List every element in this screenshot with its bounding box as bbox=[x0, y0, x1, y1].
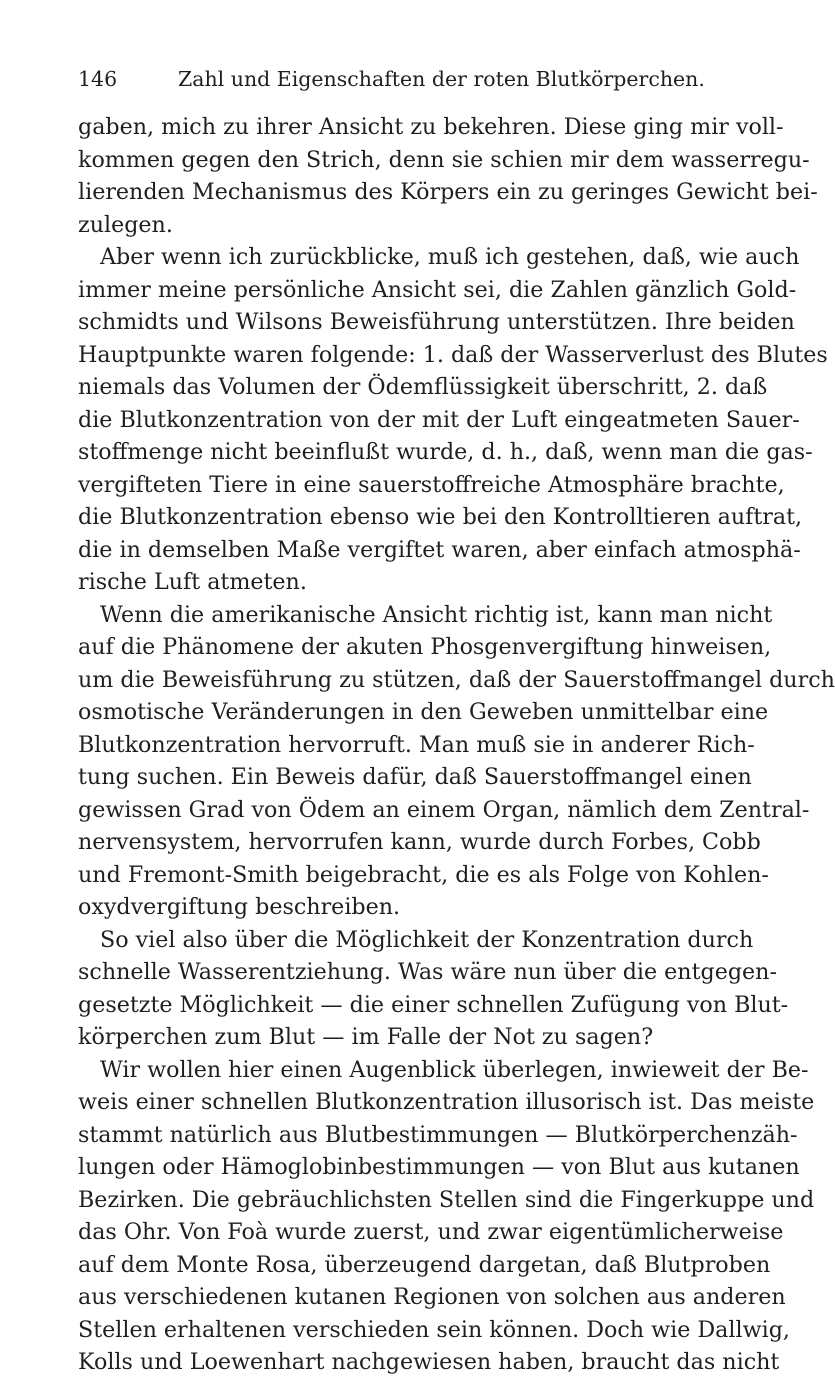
text-line: So viel also über die Möglichkeit der Konzentration durch bbox=[100, 926, 754, 953]
text-line: osmotische Veränderungen in den Geweben unmittelbar eine bbox=[78, 699, 769, 725]
text-line: nervensystem, hervorrufen kann, wurde durch Forbes, Cobb bbox=[78, 829, 761, 855]
text-line: Bezirken. Die gebräuchlichsten Stellen sind die Fingerkuppe und bbox=[78, 1186, 815, 1213]
text-line: stoffmenge nicht beeinflußt wurde, d. h., daß, wenn man die gas- bbox=[78, 439, 813, 465]
text-line: körperchen zum Blut — im Falle der Not zu sagen? bbox=[78, 1024, 654, 1050]
text-line: und Fremont-Smith beigebracht, die es als Folge von Kohlen- bbox=[78, 861, 769, 888]
text-line: die in demselben Maße vergiftet waren, aber einfach atmosphä- bbox=[78, 536, 801, 563]
text-line: stammt natürlich aus Blutbestimmungen — Blutkörperchenzäh- bbox=[78, 1121, 798, 1148]
text-line: Wenn die amerikanische Ansicht richtig ist, kann man nicht bbox=[100, 601, 773, 628]
text-line: lierenden Mechanismus des Körpers ein zu geringes Gewicht bei- bbox=[78, 179, 818, 205]
text-line: auf dem Monte Rosa, überzeugend dargetan, daß Blutproben bbox=[78, 1251, 771, 1278]
text-line: das Ohr. Von Foà wurde zuerst, und zwar eigentümlicherweise bbox=[78, 1219, 784, 1245]
text-line: Aber wenn ich zurückblicke, muß ich gestehen, daß, wie auch bbox=[100, 244, 800, 270]
text-line: Blutkonzentration hervorruft. Man muß sie in anderer Rich- bbox=[78, 731, 755, 758]
text-line: tung suchen. Ein Beweis dafür, daß Sauerstoffmangel einen bbox=[78, 764, 752, 790]
text-line: rische Luft atmeten. bbox=[78, 569, 307, 595]
text-line: Wir wollen hier einen Augenblick überlegen, inwieweit der Be- bbox=[100, 1056, 809, 1083]
text-line: schnelle Wasserentziehung. Was wäre nun über die entgegen- bbox=[78, 959, 777, 985]
text-line: aus verschiedenen kutanen Regionen von solchen aus anderen bbox=[78, 1284, 786, 1310]
page-number: 146 bbox=[78, 67, 118, 91]
text-line: gesetzte Möglichkeit — die einer schnellen Zufügung von Blut- bbox=[78, 991, 789, 1018]
text-line: kommen gegen den Strich, denn sie schien mir dem wasserregu- bbox=[78, 146, 810, 173]
text-line: weis einer schnellen Blutkonzentration illusorisch ist. Das meiste bbox=[78, 1089, 815, 1115]
text-line: gaben, mich zu ihrer Ansicht zu bekehren. Diese ging mir voll- bbox=[78, 114, 784, 140]
text-line: schmidts und Wilsons Beweisführung unterstützen. Ihre beiden bbox=[78, 309, 795, 335]
text-line: oxydvergiftung beschreiben. bbox=[78, 894, 401, 920]
text-line: Kolls und Loewenhart nachgewiesen haben, braucht das nicht bbox=[78, 1349, 780, 1375]
text-line: vergifteten Tiere in eine sauerstoffreiche Atmosphäre brachte, bbox=[78, 471, 785, 498]
text-line: die Blutkonzentration von der mit der Luft eingeatmeten Sauer- bbox=[78, 406, 800, 433]
text-line: um die Beweisführung zu stützen, daß der Sauerstoffmangel durch bbox=[78, 666, 835, 693]
text-line: immer meine persönliche Ansicht sei, die Zahlen gänzlich Gold- bbox=[78, 276, 797, 303]
text-line: auf die Phänomene der akuten Phosgenvergiftung hinweisen, bbox=[78, 634, 772, 660]
text-line: lungen oder Hämoglobinbestimmungen — von Blut aus kutanen bbox=[78, 1154, 800, 1180]
text-line: gewissen Grad von Ödem an einem Organ, nämlich dem Zentral- bbox=[78, 796, 810, 823]
text-line: zulegen. bbox=[78, 211, 173, 238]
text-line: Hauptpunkte waren folgende: 1. daß der Wasserverlust des Blutes bbox=[78, 341, 828, 368]
running-head bbox=[78, 62, 738, 96]
body-text bbox=[78, 111, 835, 1379]
text-line: niemals das Volumen der Ödemflüssigkeit überschritt, 2. daß bbox=[78, 374, 768, 400]
text-line: die Blutkonzentration ebenso wie bei den Kontrolltieren auftrat, bbox=[78, 504, 803, 530]
text-line: Stellen erhaltenen verschieden sein können. Doch wie Dallwig, bbox=[78, 1316, 790, 1343]
running-title: Zahl und Eigenschaften der roten Blutkörperchen. bbox=[178, 67, 705, 91]
